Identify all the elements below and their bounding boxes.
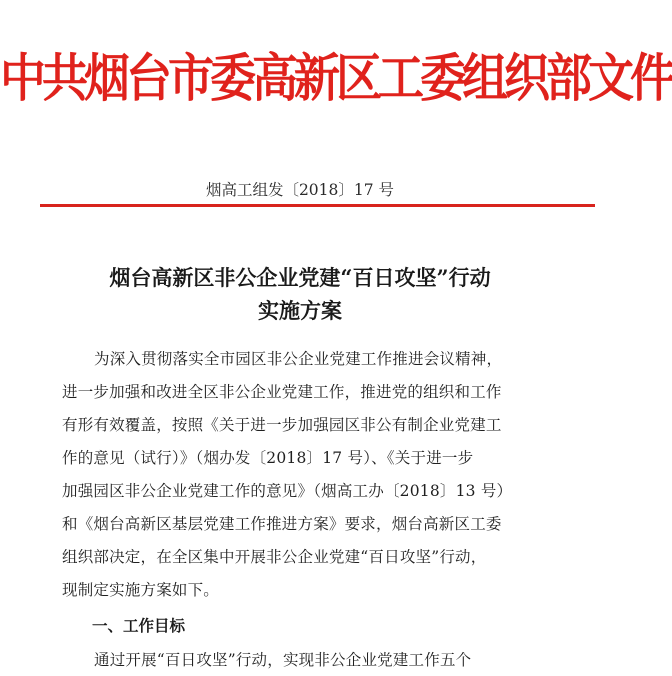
document-title-line-2: 实施方案 [258, 298, 342, 323]
paragraph-line: 为深入贯彻落实全市园区非公企业党建工作推进会议精神， [94, 350, 503, 368]
section-heading: 一、工作目标 [92, 617, 186, 635]
document-number: 烟高工组发〔2018〕17 号 [205, 181, 395, 199]
paragraph-line: 作的意见（试行）》（烟办发〔2018〕17 号）、《关于进一步 [62, 449, 474, 467]
paragraph-line: 加强园区非公企业党建工作的意见》（烟高工办〔2018〕13 号） [62, 482, 513, 500]
paragraph-line: 和《烟台高新区基层党建工作推进方案》要求，烟台高新区工委 [62, 515, 502, 533]
paragraph-line: 有形有效覆盖，按照《关于进一步加强园区非公有制企业党建工 [62, 416, 502, 434]
paragraph-line: 进一步加强和改进全区非公企业党建工作，推进党的组织和工作 [62, 383, 502, 401]
paragraph-line: 组织部决定，在全区集中开展非公企业党建“百日攻坚”行动， [62, 548, 487, 566]
paragraph-line: 现制定实施方案如下。 [62, 581, 220, 599]
paragraph-line: 通过开展“百日攻坚”行动，实现非公企业党建工作五个 [94, 651, 472, 669]
red-divider-rule [40, 204, 595, 207]
document-title-line-1: 烟台高新区非公企业党建“百日攻坚”行动 [109, 265, 491, 290]
issuer-masthead: 中共烟台市委高新区工委组织部文件 [0, 48, 672, 109]
